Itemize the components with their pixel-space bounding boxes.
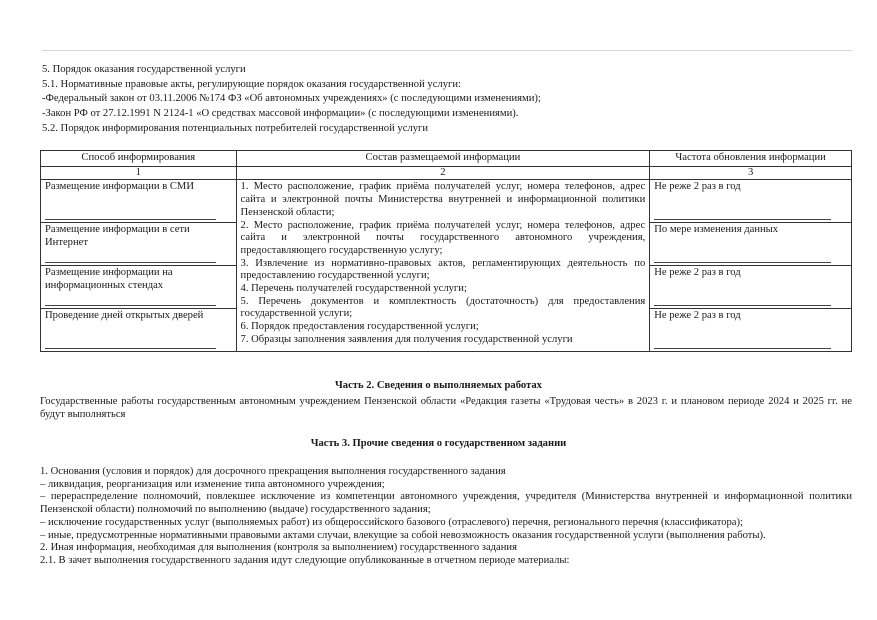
frequency-cell [650,266,852,309]
part-3-title: Часть 3. Прочие сведения о государственном задании [310,438,567,449]
column-number: 2 [236,166,650,180]
content-item: 1. Место расположение, график приёма получателей услуг, номера телефонов, адрес сайта и электронной почты Министерства внутренней и информационной политики Пензенской области; [240,181,646,218]
content-item: 2. Место расположение, график приёма получателей услуг, номера телефонов, адрес сайта и электронной почты государственного автономного учреждения, предоставляющего государственную услугу; [240,219,646,256]
column-number: 3 [650,166,852,180]
frequency-cell [650,223,852,266]
section-5-heading: 5. Порядок оказания государственной услуги [42,64,246,75]
method-label: Размещение информации в сети Интернет [45,224,190,249]
content-item: 4. Перечень получателей государственной услуги; [240,283,467,295]
table-row [41,180,852,223]
header-method: Способ информирования [41,151,237,167]
header-frequency: Частота обновления информации [650,151,852,167]
table-number-row [41,166,852,180]
law-2124-1: -Закон РФ от 27.12.1991 N 2124-1 «О средствах массовой информации» (с последующими изменениями). [42,108,519,120]
part-3-line: – исключение государственных услуг (выполняемых работ) из общероссийского базового (отраслевого) перечня, регионального перечня (классификатора); [40,516,743,528]
frequency-label: Не реже 2 раз в год [654,267,741,279]
content-item: 6. Порядок предоставления государственной услуги; [240,321,479,333]
frequency-cell [650,309,852,352]
part-2-title: Часть 2. Сведения о выполняемых работах [335,380,542,391]
section-5-2: 5.2. Порядок информирования потенциальных потребителей государственной услуги [42,122,429,134]
part-3-line: – перераспределение полномочий, повлекшее исключение из компетенции автономного учреждения, учредителя (Министерства внутренней и информационной политики Пензенской области) полномочий по выполнению (выдаче) государственного задания; [40,491,852,516]
frequency-label: По мере изменения данных [654,224,779,236]
part-3-line: – ликвидация, реорганизация или изменение типа автономного учреждения; [40,478,385,490]
frequency-label: Не реже 2 раз в год [654,310,741,322]
table-header-row [41,151,852,167]
method-label: Проведение дней открытых дверей [45,310,204,322]
part-3-text [40,466,852,568]
section-5-intro [42,64,842,138]
method-label: Размещение информации в СМИ [45,181,194,193]
content-cell [236,180,650,352]
law-174-fz: -Федеральный закон от 03.11.2006 №174 ФЗ «Об автономных учреждениях» (с последующими изменениями); [42,93,541,105]
part-2-paragraph: Государственные работы государственным автономным учреждением Пензенской области «Редакция газеты «Трудовая честь» в 2023 г. и плановом периоде 2024 и 2025 гг. не будут выполняться [40,396,852,420]
informing-table [40,150,852,352]
frequency-label: Не реже 2 раз в год [654,181,741,193]
content-item: 3. Извлечение из нормативно-правовых актов, регламентирующих деятельность по предоставлению государственной услуги; [240,257,646,282]
part-3-line: 2. Иная информация, необходимая для выполнения (контроля за выполнением) государственного задания [40,542,517,554]
part-3-line: 2.1. В зачет выполнения государственного задания идут следующие опубликованные в отчетном периоде материалы: [40,554,570,566]
method-cell [41,223,237,266]
method-cell [41,266,237,309]
method-cell [41,180,237,223]
top-divider [42,50,852,51]
part-2-text [40,396,852,421]
section-5-1: 5.1. Нормативные правовые акты, регулирующие порядок оказания государственной услуги: [42,78,461,90]
header-content: Состав размещаемой информации [236,151,650,167]
part-3-line: 1. Основания (условия и порядок) для досрочного прекращения выполнения государственного задания [40,466,506,477]
column-number: 1 [41,166,237,180]
content-item: 5. Перечень документов и комплектность (достаточность) для предоставления государственной услуги; [240,295,646,320]
content-item: 7. Образцы заполнения заявления для получения государственной услуги [240,333,573,345]
part-3-line: – иные, предусмотренные нормативными правовыми актами случаи, влекущие за собой невозможность оказания государственной услуги (выполнения работы). [40,529,766,541]
method-cell [41,309,237,352]
frequency-cell [650,180,852,223]
method-label: Размещение информации на информационных стендах [45,267,173,292]
